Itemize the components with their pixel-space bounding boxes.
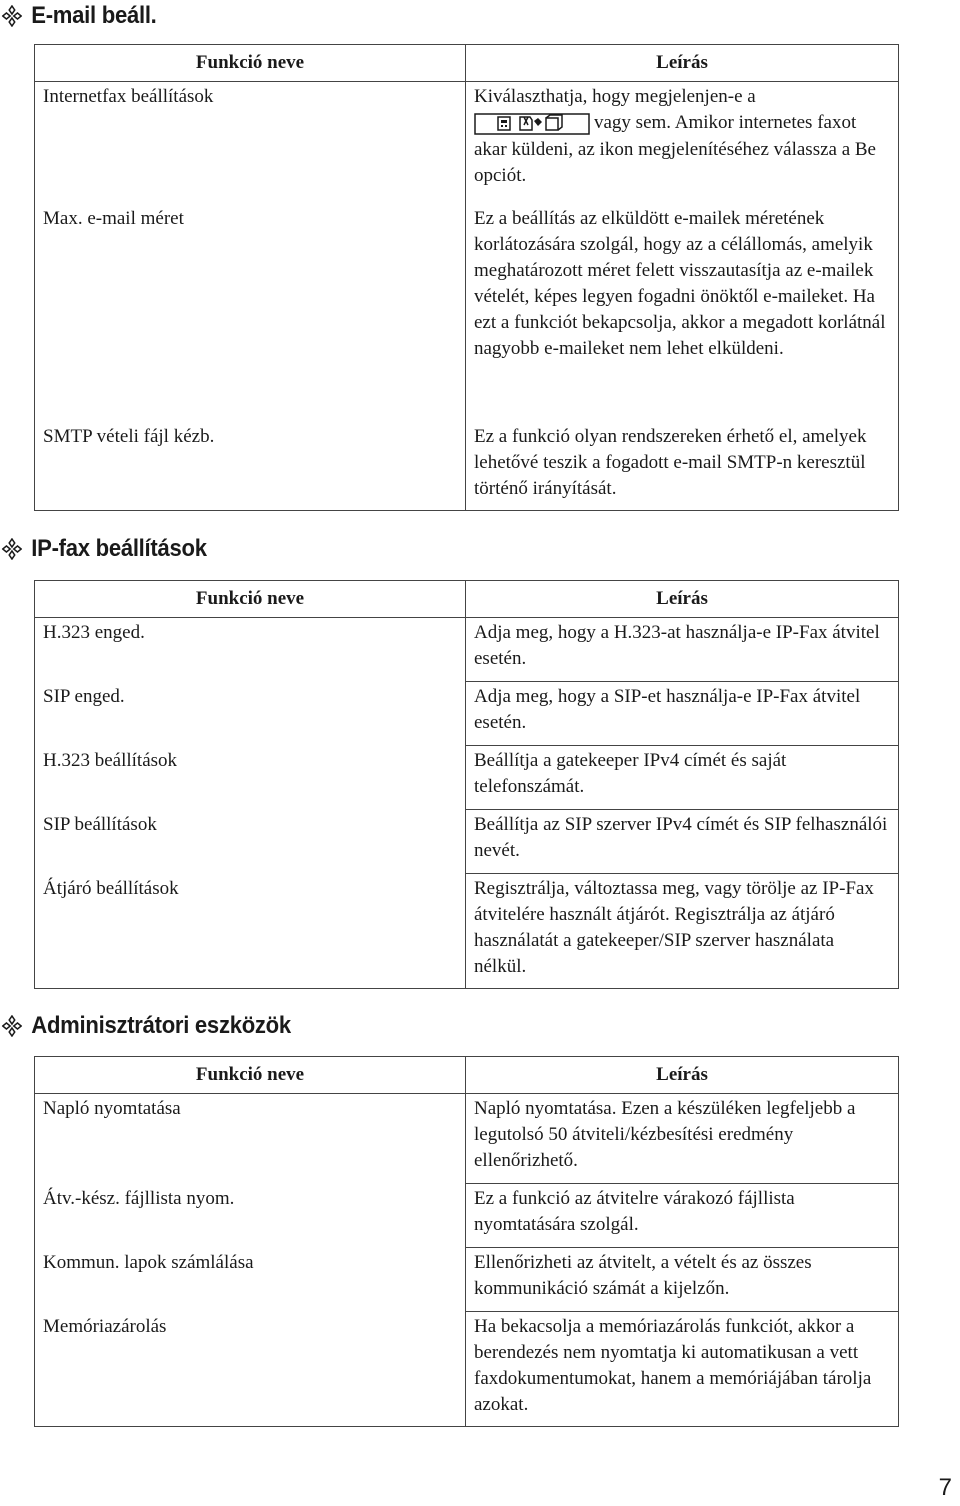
diamond-bullet-icon (2, 5, 22, 27)
diamond-bullet-icon (2, 538, 22, 560)
function-name: H.323 beállítások (35, 746, 466, 810)
column-header-function-name: Funkció neve (35, 45, 466, 82)
section-title: E-mail beáll. (31, 2, 157, 29)
table-row (35, 1184, 899, 1248)
function-name: H.323 enged. (35, 618, 466, 682)
section-title: IP-fax beállítások (31, 535, 207, 562)
function-description: Beállítja az SIP szerver IPv4 címét és SIP felhasználói nevét. (466, 810, 899, 874)
function-name: SIP enged. (35, 682, 466, 746)
section-heading-ipfax (0, 535, 207, 563)
page-number: 7 (938, 1474, 952, 1501)
column-header-function-name: Funkció neve (35, 1057, 466, 1094)
function-description: Ez a funkció olyan rendszereken érhető el, amelyek lehetővé teszik a fogadott e-mail SMTP-n keresztül történő irányítását. (466, 422, 899, 511)
table-header-row (35, 581, 899, 618)
function-name: Kommun. lapok számlálása (35, 1248, 466, 1312)
internet-fax-indicator-icon (474, 111, 590, 137)
section-heading-admin-tools (0, 1012, 291, 1040)
function-description: Ellenőrizheti az átvitelt, a vételt és az összes kommunikáció számát a kijelzőn. (466, 1248, 899, 1312)
email-settings-table (34, 44, 899, 511)
table-row (35, 618, 899, 682)
section-heading-email (0, 2, 157, 30)
function-name: Átv.-kész. fájllista nyom. (35, 1184, 466, 1248)
function-description: Adja meg, hogy a SIP-et használja-e IP-Fax átvitel esetén. (466, 682, 899, 746)
function-description: Ez a beállítás az elküldött e-mailek méretének korlátozására szolgál, hogy az a célállomás, amelyik meghatározott méret felett visszautasítja az e-mailek vételét, képes legyen fogadni önöktől e-maileket. Ha ezt a funkciót bekapcsolja, akkor a megadott korlátnál nagyobb e-maileket nem lehet elküldeni. (466, 204, 899, 422)
function-description: Adja meg, hogy a H.323-at használja-e IP-Fax átvitel esetén. (466, 618, 899, 682)
table-row (35, 204, 899, 422)
function-description (466, 82, 899, 204)
table-row (35, 810, 899, 874)
function-name: SIP beállítások (35, 810, 466, 874)
function-name: SMTP vételi fájl kézb. (35, 422, 466, 511)
function-description: Beállítja a gatekeeper IPv4 címét és saját telefonszámát. (466, 746, 899, 810)
table-header-row (35, 1057, 899, 1094)
section-title: Adminisztrátori eszközök (31, 1012, 291, 1039)
function-name: Internetfax beállítások (35, 82, 466, 204)
table-row (35, 82, 899, 204)
description-text: Kiválaszthatja, hogy megjelenjen-e a (474, 86, 756, 107)
table-row (35, 1312, 899, 1427)
table-row (35, 1094, 899, 1184)
table-row (35, 422, 899, 511)
function-description: Napló nyomtatása. Ezen a készüléken legfeljebb a legutolsó 50 átviteli/kézbesítési eredmény ellenőrizhető. (466, 1094, 899, 1184)
table-row (35, 682, 899, 746)
function-description: Regisztrálja, változtassa meg, vagy törölje az IP-Fax átvitelére használt átjárót. Regisztrálja az átjáró használatát a gatekeeper/SIP szerver használata nélkül. (466, 874, 899, 989)
diamond-bullet-icon (2, 1015, 22, 1037)
function-description: Ez a funkció az átvitelre várakozó fájllista nyomtatására szolgál. (466, 1184, 899, 1248)
column-header-description: Leírás (466, 581, 899, 618)
table-header-row (35, 45, 899, 82)
function-name: Átjáró beállítások (35, 874, 466, 989)
function-name: Memóriazárolás (35, 1312, 466, 1427)
table-row (35, 746, 899, 810)
function-name: Napló nyomtatása (35, 1094, 466, 1184)
function-description: Ha bekacsolja a memóriazárolás funkciót, akkor a berendezés nem nyomtatja ki automatikusan a vett faxdokumentumokat, hanem a memóriájában tárolja azokat. (466, 1312, 899, 1427)
table-row (35, 1248, 899, 1312)
column-header-description: Leírás (466, 1057, 899, 1094)
column-header-description: Leírás (466, 45, 899, 82)
table-row (35, 874, 899, 989)
column-header-function-name: Funkció neve (35, 581, 466, 618)
ipfax-settings-table (34, 580, 899, 989)
admin-tools-table (34, 1056, 899, 1427)
function-name: Max. e-mail méret (35, 204, 466, 422)
description-text-continued: vagy sem. Amikor internetes faxot akar küldeni, az ikon megjelenítéséhez válassza a Be opciót. (474, 112, 876, 186)
